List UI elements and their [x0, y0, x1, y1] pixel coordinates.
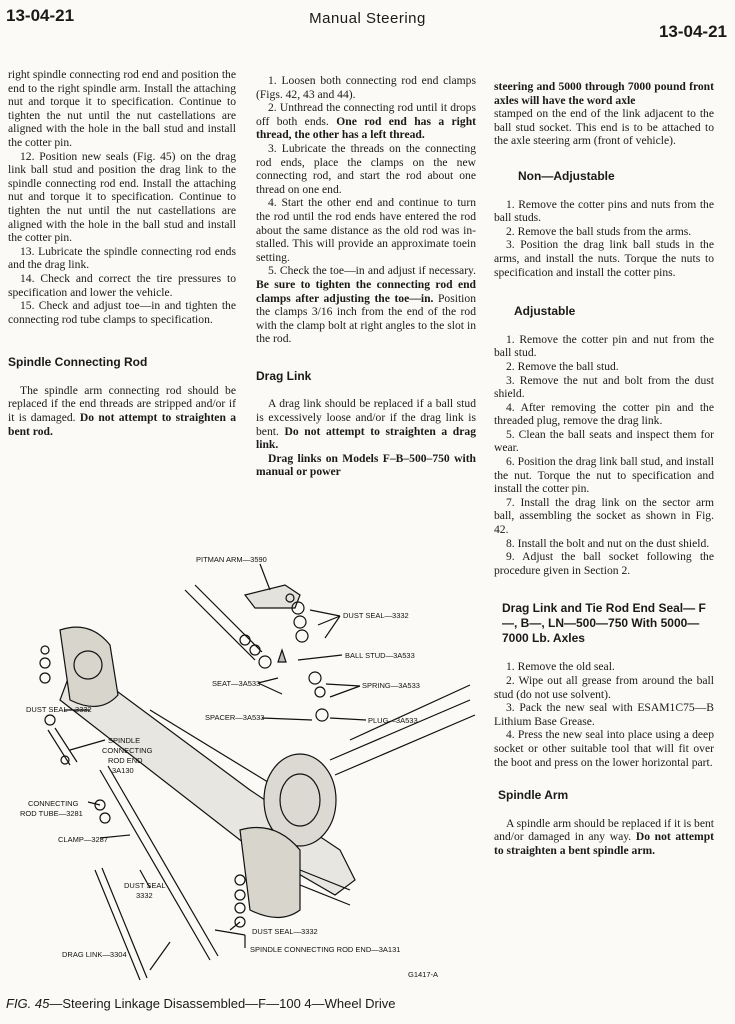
label-dust-seal-b: DUST SEAL—3332	[26, 705, 92, 714]
label-seat: SEAT—3A533	[212, 679, 261, 688]
paragraph: 1. Remove the old seal.	[506, 660, 615, 674]
section-heading: Spindle Arm	[498, 788, 569, 803]
label-spindle-rod-end: SPINDLE	[108, 736, 141, 745]
paragraph: 5. Check the toe—in and adjust if necessary. Be sure to tighten the connecting rod end clamps after adjusting the toe—in. Position the clamps 3/16 inch from the end of the rod with the clamp bolt at right angles to the slot in the rod.	[256, 264, 476, 346]
paragraph: 2. Remove the ball stud.	[506, 359, 619, 373]
paragraph: 2. Remove the ball studs from the arms.	[506, 224, 692, 238]
paragraph: 3. Remove the nut and bolt from the dust shield.	[494, 373, 714, 401]
paragraph: 13. Lubricate the spindle connecting rod ends and the drag link.	[8, 244, 236, 272]
label-spindle-rod-end: ROD END	[108, 756, 143, 765]
label-spacer: SPACER—3A533	[205, 713, 265, 722]
paragraph: 14. Check and correct the tire pressures to specification and lower the vehicle.	[8, 271, 236, 299]
section-heading: Spindle Connecting Rod	[8, 355, 148, 370]
label-spindle-rod-end: 3A130	[112, 766, 134, 775]
label-dust-seal-a: DUST SEAL—3332	[343, 611, 409, 620]
label-connecting-rod-tube: ROD TUBE—3281	[20, 809, 83, 818]
section-heading: Drag Link and Tie Rod End Seal— F—, B—, LN—500—750 With 5000—7000 Lb. Axles	[502, 601, 706, 646]
paragraph: 9. Adjust the ball socket following the procedure given in Section 2.	[494, 550, 714, 577]
paragraph: 8. Install the bolt and nut on the dust shield.	[506, 536, 710, 550]
page-number-right: 13-04-21	[658, 22, 727, 41]
paragraph: The spindle arm connecting rod should be replaced if the end threads are stripped and/or if it is damaged. Do not attempt to straighten a bent rod.	[8, 383, 236, 438]
paragraph: 5. Clean the ball seats and inspect them for wear.	[494, 427, 714, 455]
label-dust-seal-d: DUST SEAL—3332	[252, 927, 318, 936]
label-clamp: CLAMP—3287	[58, 835, 109, 844]
column-left	[8, 68, 236, 438]
paragraph: A spindle arm should be replaced if it is bent and/or damaged in any way. Do not attempt to straighten a bent spindle arm.	[494, 816, 715, 857]
steering-linkage-illustration	[0, 550, 480, 990]
figure-caption-text: —Steering Linkage Disassembled—F—100 4—Wheel Drive	[49, 996, 396, 1011]
paragraph: 4. Press the new seal into place using a deep socket or other suitable tool that will fit over the boot and press on the lower horizontal part.	[494, 728, 714, 769]
paragraph: 1. Remove the cotter pin and nut from the ball stud.	[494, 332, 714, 360]
paragraph: 1. Loosen both connecting rod end clamps (Figs. 42, 43 and 44).	[256, 74, 476, 101]
label-connecting-rod-tube: CONNECTING	[28, 799, 79, 808]
section-heading: Adjustable	[514, 304, 576, 319]
label-pitman-arm: PITMAN ARM—3590	[196, 555, 267, 564]
paragraph: 3. Pack the new seal with ESAM1C75—B Lithium Base Grease.	[494, 701, 714, 728]
paragraph: 6. Position the drag link ball stud, and install the nut. Torque the nut to specification and install the cotter pin.	[494, 455, 714, 496]
paragraph: 15. Check and adjust toe—in and tighten the connecting rod tube clamps to specification.	[8, 299, 236, 326]
label-dust-seal-c: DUST SEAL	[124, 881, 166, 890]
section-heading: Drag Link	[256, 368, 312, 383]
paragraph: 3. Lubricate the threads on the connecting rod ends, place the clamps on the new connecting rod, and start the rod about one thread on one end.	[256, 141, 476, 196]
section-heading: Non—Adjustable	[518, 168, 615, 183]
paragraph: 3. Position the drag link ball studs in the arms, and install the nuts. Torque the nuts to specification and install the cotter pins.	[494, 238, 714, 279]
label-plug: PLUG—3A533	[368, 716, 418, 725]
paragraph: 1. Remove the cotter pins and nuts from the ball studs.	[494, 197, 714, 225]
paragraph: right spindle connecting rod end and position the end to the right spindle arm. Install the attaching nut and torque it to specification. Continue to tighten the nut until the nut castellations are aligned with the hole in the ball stud and install the cotter pin.	[8, 68, 236, 149]
paragraph: Drag links on Models F–B–500–750 with manual or power	[256, 451, 476, 479]
figure-caption	[6, 996, 395, 1011]
paragraph: 2. Wipe out all grease from around the ball stud (do not use solvent).	[494, 674, 714, 701]
page-title: Manual Steering	[309, 10, 426, 27]
column-middle	[256, 74, 476, 479]
paragraph: 12. Position new seals (Fig. 45) on the drag link ball stud and position the drag link to the spindle connecting rod end. Install the attaching nut and torque it to specification. Continue to tighten the nut until the nut castellations are aligned with the hole in the ball stud and install the cotter pin.	[8, 149, 236, 245]
paragraph: A drag link should be replaced if a ball stud is excessively loose and/or if the drag link is bent. Do not attempt to straighten a drag link.	[256, 397, 476, 452]
paragraph: 4. After removing the cotter pin and the threaded plug, remove the drag link.	[494, 400, 714, 428]
figure-number: FIG. 45	[6, 996, 50, 1011]
label-spindle-rod-end: CONNECTING	[102, 746, 153, 755]
column-right	[494, 80, 714, 858]
paragraph: stamped on the end of the link adjacent to the ball stud socket. This end is to be attached to the axle steering arm (front of vehicle).	[494, 107, 714, 148]
label-ball-stud: BALL STUD—3A533	[345, 651, 415, 660]
label-dust-seal-c: 3332	[136, 891, 153, 900]
paragraph: 7. Install the drag link on the sector arm ball, assembling the socket as shown in Fig. 42.	[494, 495, 714, 537]
paragraph: 4. Start the other end and continue to turn the rod until the rod ends have entered the rod about the same distance as the old rod was installed. This will provide an approximate toein setting.	[256, 196, 476, 264]
label-drag-link: DRAG LINK—3304	[62, 950, 127, 959]
page-number-left: 13-04-21	[6, 6, 75, 25]
figure-code: G1417-A	[408, 970, 439, 979]
paragraph: 2. Unthread the connecting rod until it drops off both ends. One rod end has a right thread, the other has a left thread.	[256, 101, 476, 142]
label-spring: SPRING—3A533	[362, 681, 420, 690]
label-spindle-rod-end-b: SPINDLE CONNECTING ROD END—3A131	[250, 945, 401, 954]
paragraph: steering and 5000 through 7000 pound front axles will have the word axle	[494, 80, 714, 107]
